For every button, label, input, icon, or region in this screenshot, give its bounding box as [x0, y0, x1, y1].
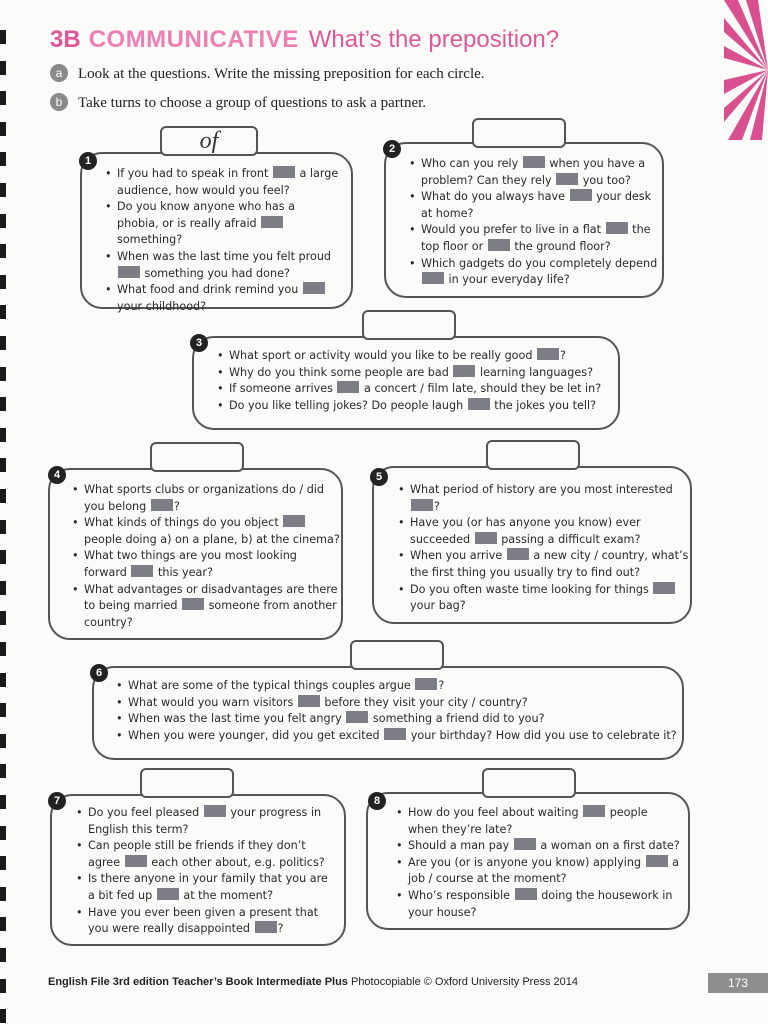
binder-hole [0, 30, 6, 44]
question-item [76, 871, 338, 904]
question-item [217, 348, 612, 365]
question-text: when you have a problem? Can they rely [421, 157, 646, 187]
question-text: When was the last time you felt proud [117, 249, 332, 263]
question-text: Do you know anyone who has a phobia, or is really afraid [117, 200, 296, 230]
preposition-blank [556, 173, 578, 185]
group-number-badge: 7 [48, 792, 66, 810]
question-text: your birthday? How did you use to celebrate it? [407, 728, 677, 742]
preposition-blank [346, 711, 368, 723]
question-text: something you had done? [141, 266, 290, 280]
question-item [72, 515, 340, 548]
question-text: When you were younger, did you get excited [128, 728, 384, 742]
question-text: people when they’re late? [408, 806, 648, 836]
preposition-blank [475, 532, 497, 544]
binder-holes [0, 0, 8, 1024]
question-item [105, 199, 340, 249]
answer-box[interactable] [482, 768, 576, 798]
question-item [72, 482, 340, 515]
question-item [398, 515, 690, 548]
preposition-blank [151, 499, 173, 511]
binder-hole [0, 979, 6, 993]
answer-box[interactable] [472, 118, 566, 148]
preposition-blank [384, 728, 406, 740]
question-item [398, 582, 690, 615]
question-item [396, 838, 681, 855]
question-text: Can people still be friends if they don’t agree [88, 839, 306, 869]
binder-hole [0, 122, 6, 136]
binder-hole [0, 856, 6, 870]
binder-hole [0, 520, 6, 534]
question-text: What kinds of things do you object [84, 516, 283, 530]
question-text: doing the housework in your house? [408, 888, 673, 919]
question-text: at the moment? [179, 888, 274, 902]
question-text: ? [434, 499, 440, 513]
preposition-blank [131, 565, 153, 577]
answer-box[interactable] [350, 640, 444, 670]
binder-hole [0, 458, 6, 472]
binder-hole [0, 673, 6, 687]
question-item [116, 695, 681, 712]
question-text: Which gadgets do you completely depend [421, 256, 658, 270]
instruction-text-a: Look at the questions. Write the missing preposition for each circle. [78, 66, 485, 82]
instruction-badge-b: b [50, 93, 68, 111]
question-item [72, 582, 340, 632]
question-text: someone from another country? [84, 599, 337, 629]
question-list [396, 805, 681, 921]
question-text: your childhood? [117, 299, 207, 313]
question-item [76, 905, 338, 938]
question-text: the jokes you tell? [490, 398, 597, 412]
binder-hole [0, 91, 6, 105]
preposition-blank [507, 548, 529, 560]
question-item [72, 548, 340, 581]
footer-source: English File 3rd edition Teacher’s Book Intermediate Plus [48, 976, 348, 988]
question-text: Have you (or has anyone you know) ever succeeded [410, 516, 641, 546]
title-code: 3B [50, 26, 81, 53]
binder-hole [0, 550, 6, 564]
question-text: this year? [154, 565, 213, 579]
question-text: ? [277, 922, 284, 936]
preposition-blank [453, 365, 475, 377]
preposition-blank [422, 272, 444, 284]
preposition-blank [570, 189, 592, 201]
preposition-blank [411, 499, 433, 511]
binder-hole [0, 367, 6, 381]
question-item [76, 805, 338, 838]
question-item [398, 482, 690, 515]
question-item [409, 256, 659, 289]
instruction-b [50, 93, 426, 112]
preposition-blank [283, 515, 305, 527]
question-text: When you arrive [410, 549, 506, 563]
preposition-blank [514, 838, 536, 850]
question-text: Do you often waste time looking for things [410, 582, 653, 596]
question-text: a job / course at the moment? [408, 855, 680, 886]
question-text: If you had to speak in front [117, 167, 272, 180]
question-text: Are you (or is anyone you know) applying [408, 855, 645, 869]
preposition-blank [298, 695, 320, 707]
question-text: If someone arrives [229, 382, 337, 396]
binder-hole [0, 1009, 6, 1023]
question-text: How do you feel about waiting [408, 806, 583, 819]
question-list [398, 482, 690, 615]
question-text: you too? [579, 173, 631, 187]
question-text: before they visit your city / country? [320, 695, 528, 709]
question-text: your bag? [410, 599, 466, 613]
binder-hole [0, 642, 6, 656]
binder-hole [0, 61, 6, 75]
question-text: your desk at home? [421, 190, 652, 220]
question-text: your progress in English this term? [88, 806, 322, 836]
question-text: Who’s responsible [408, 888, 514, 902]
binder-hole [0, 917, 6, 931]
preposition-blank [337, 381, 359, 393]
question-list [116, 678, 681, 744]
question-text: Why do you think some people are bad [229, 365, 453, 379]
question-text: something a friend did to you? [369, 712, 545, 726]
preposition-blank [261, 216, 283, 228]
question-list [72, 482, 340, 631]
question-text: Who can you rely [421, 157, 522, 170]
binder-hole [0, 734, 6, 748]
preposition-blank [204, 805, 226, 817]
question-text: What do you always have [421, 190, 569, 204]
preposition-blank [468, 398, 490, 410]
page-number: 173 [708, 973, 768, 993]
binder-hole [0, 948, 6, 962]
question-text: Do you like telling jokes? Do people laugh [229, 398, 467, 412]
question-item [217, 398, 612, 415]
question-text: What sport or activity would you like to be really good [229, 349, 537, 362]
question-item [116, 711, 681, 728]
question-item [409, 189, 659, 222]
question-text: each other about, e.g. politics? [147, 855, 325, 869]
question-list [217, 348, 612, 414]
binder-hole [0, 275, 6, 289]
instruction-text-b: Take turns to choose a group of questions to ask a partner. [78, 95, 427, 111]
preposition-blank [488, 239, 510, 251]
question-text: Would you prefer to live in a flat [421, 223, 605, 237]
preposition-blank [273, 166, 295, 178]
question-item [398, 548, 690, 581]
title-subtitle: What’s the preposition? [308, 26, 560, 53]
group-number-badge: 3 [190, 334, 208, 352]
binder-hole [0, 214, 6, 228]
binder-hole [0, 826, 6, 840]
preposition-blank [515, 888, 537, 900]
question-item [105, 282, 340, 315]
question-text: a large audience, how would you feel? [117, 167, 339, 197]
preposition-blank [415, 678, 437, 690]
question-item [217, 365, 612, 382]
binder-hole [0, 489, 6, 503]
preposition-blank [125, 855, 147, 867]
binder-hole [0, 703, 6, 717]
preposition-blank [646, 855, 668, 867]
binder-hole [0, 795, 6, 809]
preposition-blank [537, 348, 559, 360]
question-item [116, 728, 681, 745]
question-text: the ground floor? [510, 239, 611, 253]
question-text: Should a man pay [408, 839, 513, 853]
group-number-badge: 5 [370, 468, 388, 486]
question-list [409, 156, 659, 289]
question-text: What sports clubs or organizations do / did you belong [84, 483, 325, 513]
preposition-blank [255, 921, 277, 933]
question-item [76, 838, 338, 871]
preposition-blank [182, 598, 204, 610]
page-title [50, 26, 559, 54]
binder-hole [0, 581, 6, 595]
binder-hole [0, 428, 6, 442]
question-text: passing a difficult exam? [497, 532, 641, 546]
binder-hole [0, 611, 6, 625]
question-item [105, 249, 340, 282]
question-text: ? [560, 349, 566, 362]
question-text: a new city / country, what’s the first thing you usually try to find out? [410, 549, 689, 579]
question-text: What would you warn visitors [128, 695, 297, 709]
binder-hole [0, 152, 6, 166]
binder-hole [0, 764, 6, 778]
question-text: people doing a) on a plane, b) at the cinema? [84, 532, 340, 546]
question-list [105, 166, 340, 315]
instruction-a [50, 64, 485, 83]
question-text: ? [173, 499, 180, 513]
question-text: a concert / film late, should they be let in? [360, 382, 602, 396]
preposition-blank [653, 582, 675, 594]
group-number-badge: 4 [48, 466, 66, 484]
group-number-badge: 1 [79, 152, 97, 170]
binder-hole [0, 244, 6, 258]
title-label: COMMUNICATIVE [88, 26, 299, 53]
binder-hole [0, 183, 6, 197]
question-text: What two things are you most looking forward [84, 549, 297, 579]
question-item [396, 888, 681, 921]
question-item [105, 166, 340, 199]
binder-hole [0, 336, 6, 350]
question-text: What period of history are you most interested [410, 483, 673, 496]
question-text: in your everyday life? [445, 273, 570, 287]
question-list [76, 805, 338, 938]
sunburst-decoration [724, 0, 768, 140]
group-number-badge: 2 [383, 140, 401, 158]
question-text: What food and drink remind you [117, 283, 302, 297]
group-number-badge: 8 [368, 792, 386, 810]
preposition-blank [583, 805, 605, 817]
answer-box[interactable] [150, 442, 244, 472]
binder-hole [0, 887, 6, 901]
question-item [409, 222, 659, 255]
question-text: What advantages or disadvantages are there to being married [84, 582, 338, 613]
answer-box[interactable]: of [160, 126, 258, 156]
preposition-blank [606, 222, 628, 234]
question-text: Have you ever been given a present that you were really disappointed [88, 905, 319, 936]
question-text: learning languages? [476, 365, 594, 379]
preposition-blank [157, 888, 179, 900]
question-item [409, 156, 659, 189]
answer-box[interactable] [140, 768, 234, 798]
preposition-blank [523, 156, 545, 168]
answer-box[interactable] [486, 440, 580, 470]
answer-box[interactable] [362, 310, 456, 340]
binder-hole [0, 305, 6, 319]
preposition-blank [118, 266, 140, 278]
footer [48, 976, 578, 988]
question-text: When was the last time you felt angry [128, 712, 346, 726]
question-item [116, 678, 681, 695]
binder-hole [0, 397, 6, 411]
question-item [396, 805, 681, 838]
question-item [396, 855, 681, 888]
instruction-badge-a: a [50, 64, 68, 82]
question-text: something? [117, 233, 183, 247]
question-text: Is there anyone in your family that you are a bit fed up [88, 872, 328, 902]
group-number-badge: 6 [90, 664, 108, 682]
question-text: ? [438, 679, 445, 692]
question-text: Do you feel pleased [88, 806, 203, 819]
question-item [217, 381, 612, 398]
preposition-blank [303, 282, 325, 294]
footer-rights: Photocopiable © Oxford University Press 2014 [347, 976, 578, 988]
question-text: What are some of the typical things couples argue [128, 679, 415, 692]
question-text: the top floor or [421, 223, 651, 253]
question-text: a woman on a first date? [536, 839, 680, 853]
